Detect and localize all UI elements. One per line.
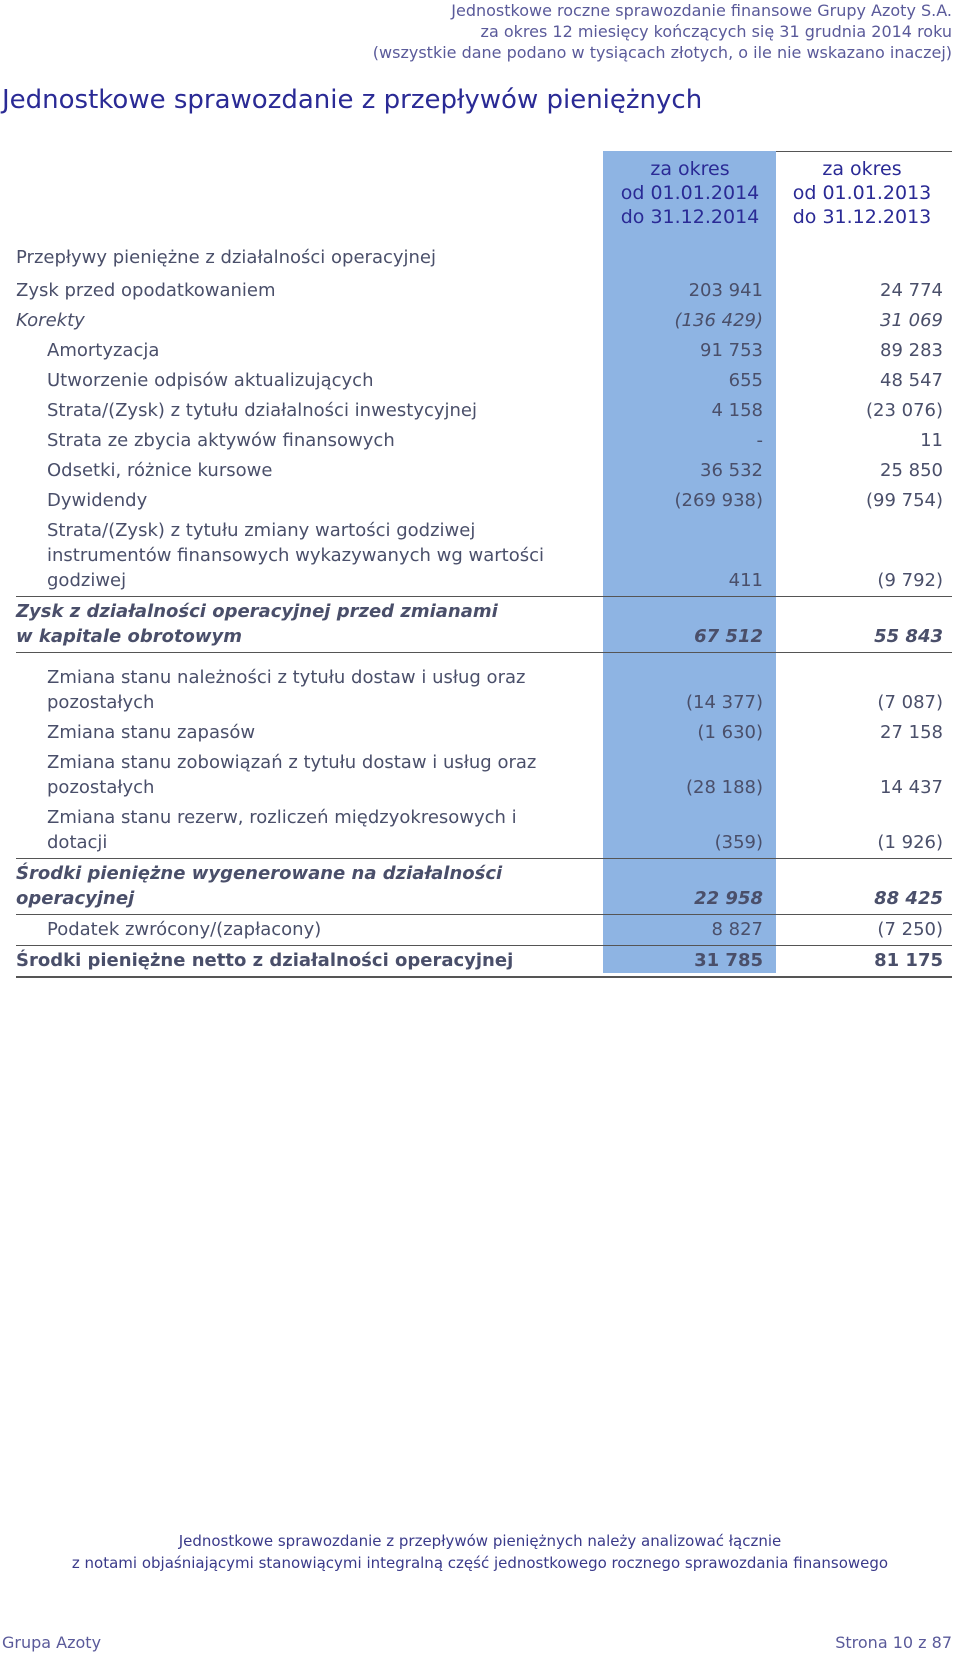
running-header (373, 0, 952, 63)
value-2014: (136 429) (674, 310, 763, 331)
value-2014 (603, 243, 776, 276)
table-row (16, 456, 952, 486)
row-label: Środki pieniężne netto z działalności operacyjnej (16, 946, 603, 978)
value-2013: 89 283 (880, 340, 943, 361)
value-2014: (28 188) (685, 777, 763, 798)
cash-flow-table (16, 243, 952, 978)
row-label: Środki pieniężne wygenerowane na działalności operacyjnej (16, 859, 603, 915)
value-2014: 91 753 (700, 340, 763, 361)
table-row (16, 306, 952, 336)
row-label: Zysk przed opodatkowaniem (16, 280, 276, 301)
value-2013: (1 926) (776, 803, 952, 859)
value-2013: (23 076) (865, 400, 943, 421)
row-label: Zmiana stanu rezerw, rozliczeń międzyokresowych i dotacji (16, 803, 603, 859)
row-label: Zmiana stanu zobowiązań z tytułu dostaw i usług oraz pozostałych (47, 752, 537, 798)
value-2013: 88 425 (776, 859, 952, 915)
column-header-2014-line: za okres (650, 158, 730, 180)
table-row (16, 718, 952, 748)
value-2014: (1 630) (697, 722, 763, 743)
footnote-line-1: Jednostkowe sprawozdanie z przepływów pieniężnych należy analizować łącznie (178, 1532, 782, 1550)
table-row (16, 748, 952, 803)
page-number: Strona 10 z 87 (835, 1633, 952, 1652)
value-2014: (269 938) (674, 490, 763, 511)
value-2014: 411 (728, 570, 763, 591)
column-header-2013-line: do 31.12.2013 (792, 206, 932, 228)
row-label: Strata ze zbycia aktywów finansowych (47, 430, 395, 451)
value-2013: 11 (920, 430, 943, 451)
row-label: Zysk z działalności operacyjnej przed zmianami w kapitale obrotowym (16, 597, 603, 653)
value-2013: 14 437 (880, 777, 943, 798)
value-2013: 31 069 (880, 310, 943, 331)
column-top-rule (776, 151, 952, 152)
table-row (16, 803, 952, 859)
value-2013: 48 547 (880, 370, 943, 391)
value-2014: 8 827 (603, 915, 776, 946)
row-label: Zmiana stanu należności z tytułu dostaw i usług oraz pozostałych (47, 667, 526, 713)
value-2014: 203 941 (688, 280, 763, 301)
value-2014: 31 785 (603, 946, 776, 978)
row-label: Amortyzacja (47, 340, 160, 361)
row-label: Utworzenie odpisów aktualizujących (47, 370, 374, 391)
header-line-3: (wszystkie dane podano w tysiącach złotych, o ile nie wskazano inaczej) (372, 43, 952, 62)
value-2013: (7 087) (877, 692, 943, 713)
table-row (16, 653, 952, 719)
table-row (16, 859, 952, 915)
column-header-2014-line: do 31.12.2014 (620, 206, 760, 228)
table-row (16, 366, 952, 396)
value-2014: - (756, 430, 763, 451)
table-row (16, 336, 952, 366)
table-row (16, 276, 952, 306)
value-2013: (99 754) (865, 490, 943, 511)
value-2014: 655 (728, 370, 763, 391)
table-row (16, 396, 952, 426)
value-2014: 36 532 (700, 460, 763, 481)
row-label: Strata/(Zysk) z tytułu działalności inwestycyjnej (47, 400, 478, 421)
table-row (16, 516, 952, 597)
value-2013: (9 792) (877, 570, 943, 591)
value-2013: 27 158 (880, 722, 943, 743)
value-2014: (359) (603, 803, 776, 859)
row-label: Przepływy pieniężne z działalności operacyjnej (16, 247, 437, 268)
row-label: Strata/(Zysk) z tytułu zmiany wartości godziwej instrumentów finansowych wykazywanych wg wartości godziwej (47, 520, 544, 591)
value-2013: 81 175 (776, 946, 952, 978)
table-row (16, 243, 952, 276)
value-2013 (776, 243, 952, 276)
row-label: Zmiana stanu zapasów (47, 722, 256, 743)
column-header-2014 (610, 157, 770, 229)
footnote (0, 1530, 960, 1574)
row-label: Odsetki, różnice kursowe (47, 460, 273, 481)
footer-company: Grupa Azoty (2, 1633, 102, 1652)
table-row (16, 486, 952, 516)
column-header-2013 (782, 157, 942, 229)
value-2013: (7 250) (776, 915, 952, 946)
column-header-2013-line: od 01.01.2013 (792, 182, 932, 204)
value-2014: 67 512 (603, 597, 776, 653)
column-header-2013-line: za okres (822, 158, 902, 180)
value-2013: 25 850 (880, 460, 943, 481)
header-line-1: Jednostkowe roczne sprawozdanie finansowe Grupy Azoty S.A. (451, 1, 952, 20)
table-row (16, 426, 952, 456)
row-label: Podatek zwrócony/(zapłacony) (16, 915, 603, 946)
table-row (16, 946, 952, 978)
value-2013: 24 774 (880, 280, 943, 301)
value-2014: 22 958 (603, 859, 776, 915)
value-2013: 55 843 (776, 597, 952, 653)
column-header-2014-line: od 01.01.2014 (620, 182, 760, 204)
row-label: Korekty (16, 310, 85, 331)
footnote-line-2: z notami objaśniającymi stanowiącymi integralną część jednostkowego rocznego sprawozdania finansowego (71, 1554, 889, 1572)
header-line-2: za okres 12 miesięcy kończących się 31 grudnia 2014 roku (480, 22, 952, 41)
table-row (16, 915, 952, 946)
value-2014: 4 158 (711, 400, 763, 421)
row-label: Dywidendy (47, 490, 148, 511)
page-title: Jednostkowe sprawozdanie z przepływów pieniężnych (2, 85, 703, 115)
table-row (16, 597, 952, 653)
value-2014: (14 377) (685, 692, 763, 713)
